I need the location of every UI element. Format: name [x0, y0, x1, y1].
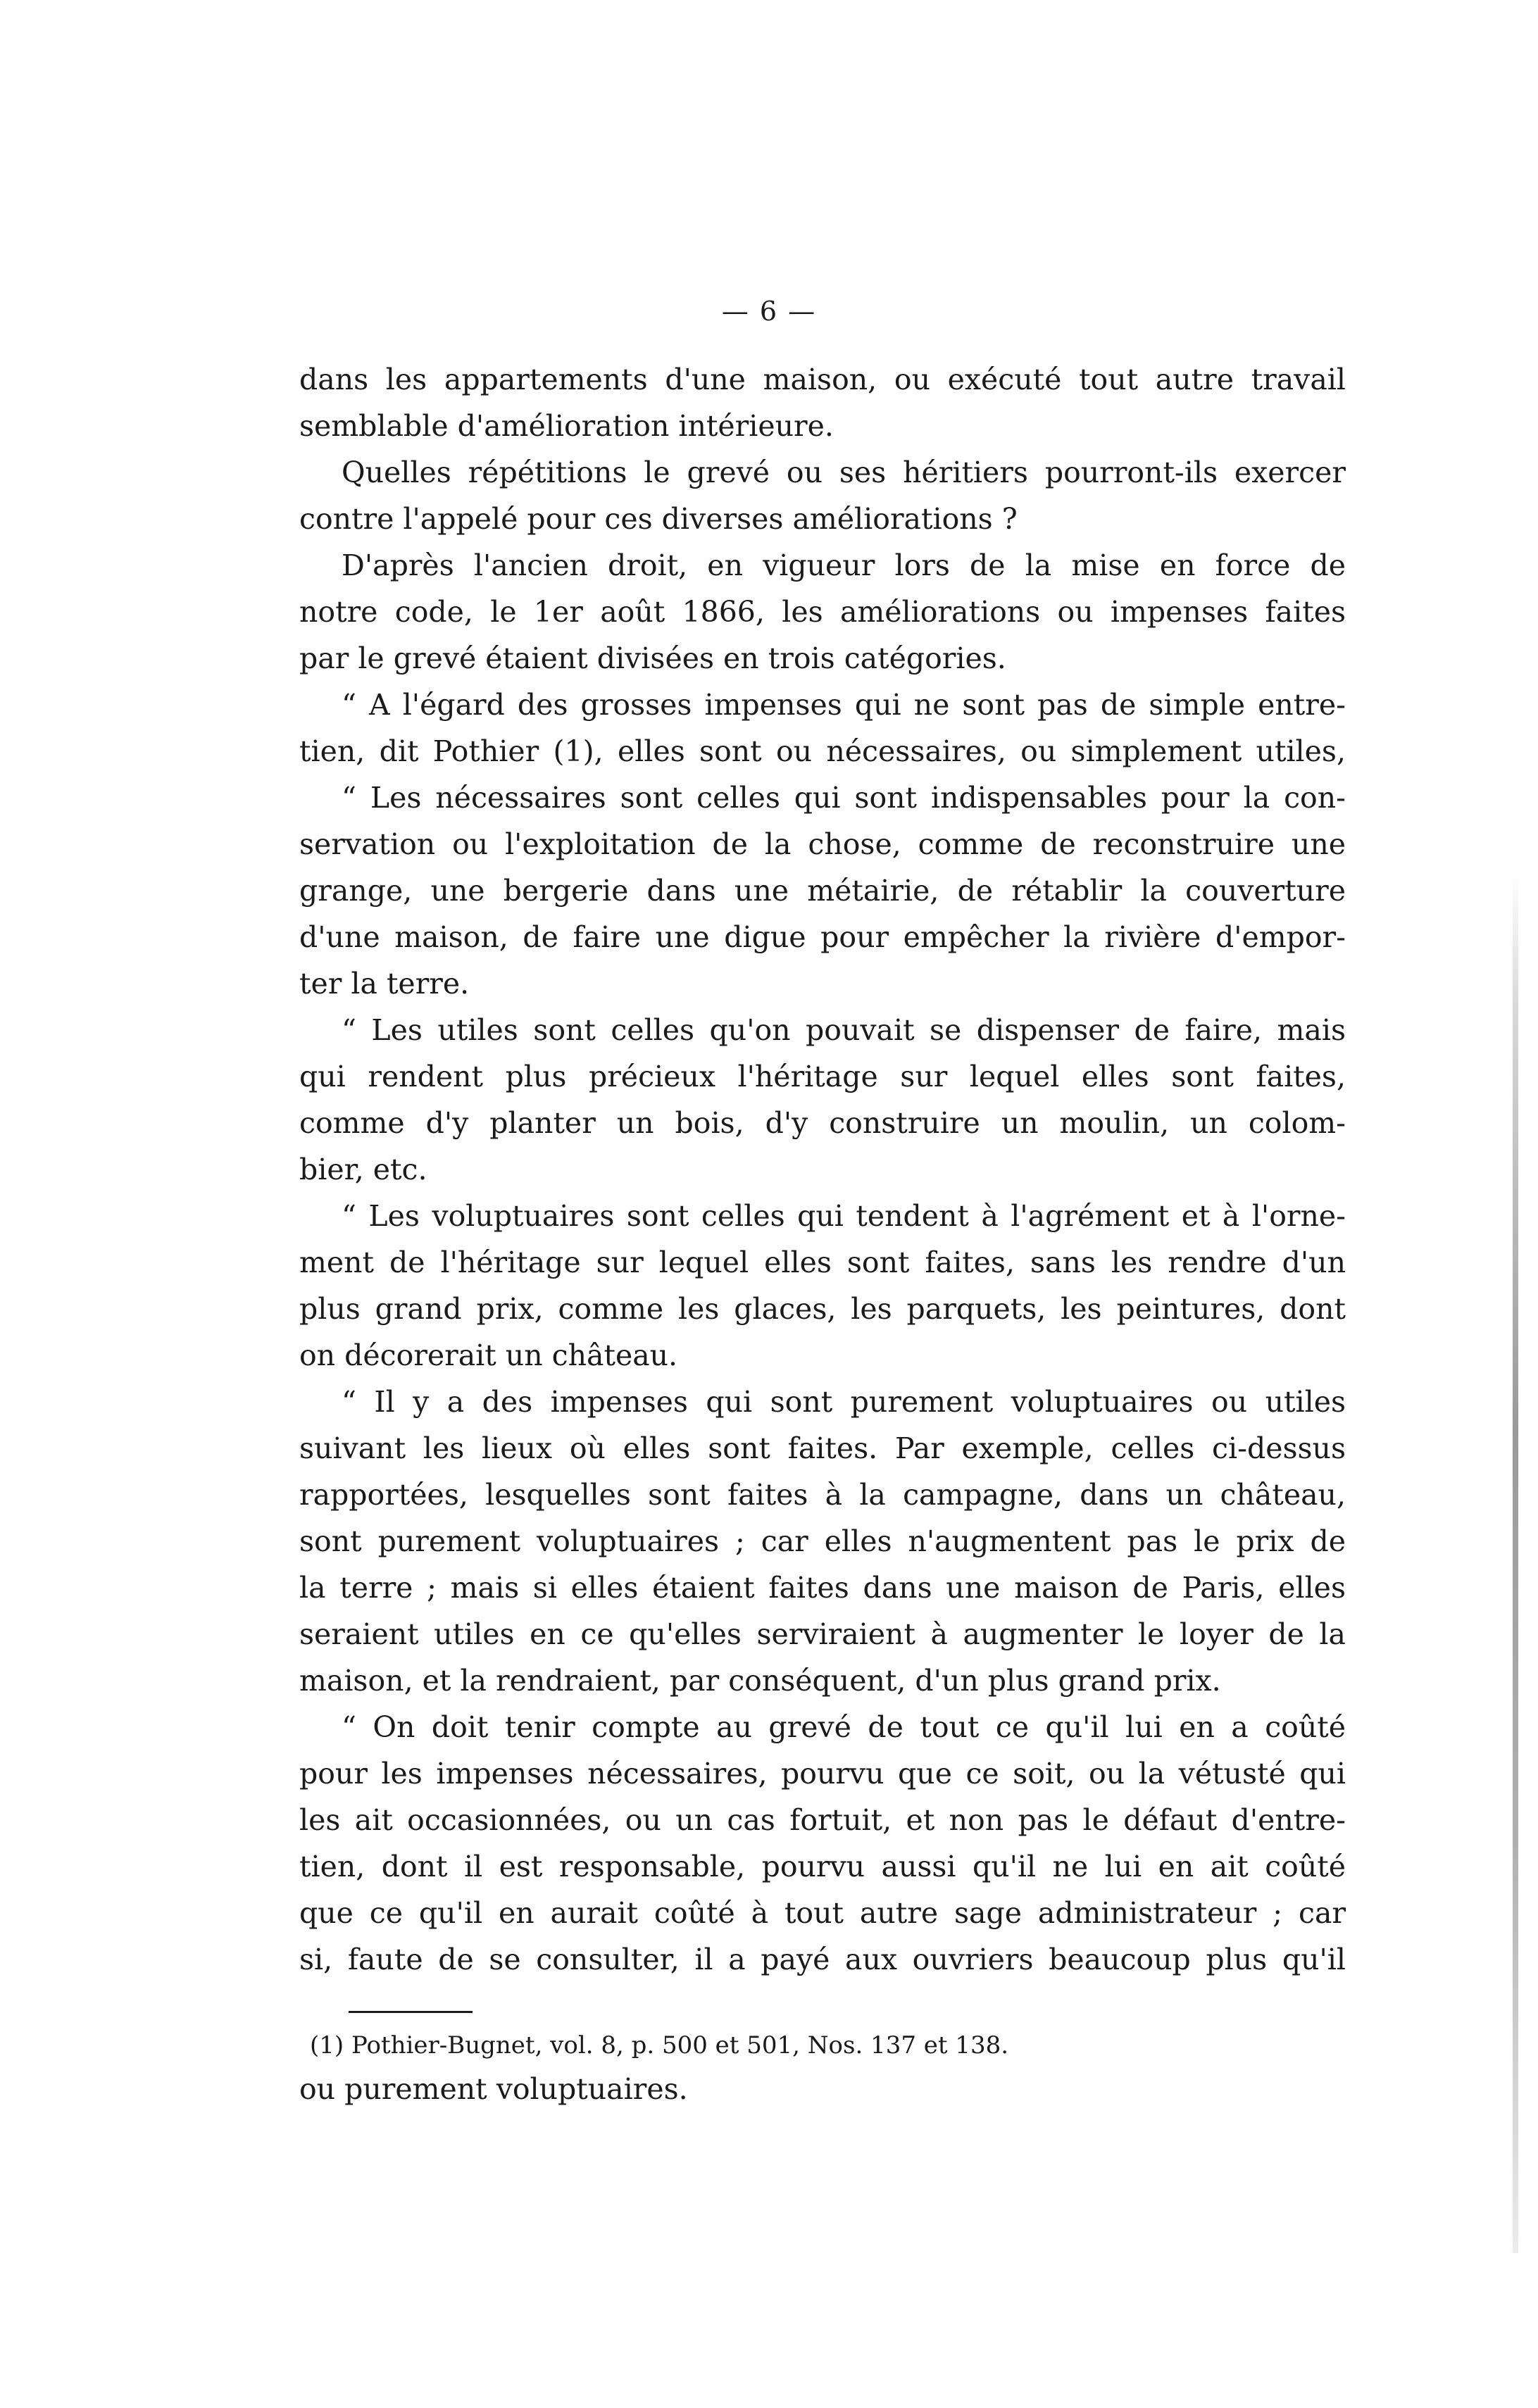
text-line: “ Les voluptuaires sont celles qui tendent à l'agrément et à l'orne-: [342, 1199, 1346, 1233]
text-line: que ce qu'il en aurait coûté à tout autre sage administrateur ; car: [299, 1896, 1346, 1930]
text-line: si, faute de se consulter, il a payé aux ouvriers beaucoup plus qu'il: [299, 1943, 1346, 1976]
text-line: Quelles répétitions le grevé ou ses héritiers pourront-ils exercer: [342, 456, 1346, 489]
text-line: par le grevé étaient divisées en trois catégories.: [299, 641, 1006, 675]
text-line: servation ou l'exploitation de la chose, comme de reconstruire une: [299, 827, 1346, 861]
scan-edge-shadow: [1513, 873, 1518, 2253]
body-text: [299, 356, 1346, 1983]
text-line: tien, dit Pothier (1), elles sont ou nécessaires, ou simplement utiles,: [299, 734, 1346, 768]
text-line: “ On doit tenir compte au grevé de tout ce qu'il lui en a coûté: [342, 1710, 1346, 1744]
text-line: d'une maison, de faire une digue pour empêcher la rivière d'empor-: [299, 920, 1346, 954]
text-line: grange, une bergerie dans une métairie, de rétablir la couverture: [299, 874, 1346, 908]
text-line: ter la terre.: [299, 967, 470, 1001]
text-line: “ Les nécessaires sont celles qui sont indispensables pour la con-: [342, 781, 1346, 815]
text-line: la terre ; mais si elles étaient faites dans une maison de Paris, elles: [299, 1571, 1346, 1605]
text-line: plus grand prix, comme les glaces, les parquets, les peintures, dont: [299, 1292, 1346, 1326]
text-line: pour les impenses nécessaires, pourvu que ce soit, ou la vétusté qui: [299, 1757, 1346, 1791]
text-line: semblable d'amélioration intérieure.: [299, 409, 834, 443]
text-line: D'après l'ancien droit, en vigueur lors de la mise en force de: [342, 548, 1346, 582]
text-line: “ Il y a des impenses qui sont purement voluptuaires ou utiles: [342, 1385, 1346, 1419]
text-line: on décorerait un château.: [299, 1338, 678, 1372]
text-line: rapportées, lesquelles sont faites à la campagne, dans un château,: [299, 1478, 1346, 1512]
text-line: “ Les utiles sont celles qu'on pouvait se dispenser de faire, mais: [342, 1013, 1346, 1047]
text-line: contre l'appelé pour ces diverses améliorations ?: [299, 502, 1018, 536]
footnote-divider: [349, 2011, 473, 2013]
text-line: seraient utiles en ce qu'elles serviraient à augmenter le loyer de la: [299, 1617, 1346, 1651]
text-line: “ A l'égard des grosses impenses qui ne sont pas de simple entre-: [342, 688, 1346, 722]
text-line: ment de l'héritage sur lequel elles sont faites, sans les rendre d'un: [299, 1246, 1346, 1279]
text-line: bier, etc.: [299, 1153, 427, 1186]
text-line: qui rendent plus précieux l'héritage sur lequel elles sont faites,: [299, 1060, 1346, 1093]
text-line: tien, dont il est responsable, pourvu aussi qu'il ne lui en ait coûté: [299, 1850, 1346, 1883]
footnote: (1) Pothier-Bugnet, vol. 8, p. 500 et 501, Nos. 137 et 138.: [310, 2031, 1009, 2059]
text-line: sont purement voluptuaires ; car elles n'augmentent pas le prix de: [299, 1524, 1346, 1558]
text-line: dans les appartements d'une maison, ou exécuté tout autre travail: [299, 363, 1346, 396]
footnote-continuation: ou purement voluptuaires.: [299, 2072, 688, 2106]
text-line: les ait occasionnées, ou un cas fortuit, et non pas le défaut d'entre-: [299, 1803, 1346, 1837]
text-line: suivant les lieux où elles sont faites. Par exemple, celles ci-dessus: [299, 1431, 1346, 1465]
text-line: comme d'y planter un bois, d'y construire un moulin, un colom-: [299, 1106, 1346, 1140]
text-line: notre code, le 1er août 1866, les améliorations ou impenses faites: [299, 595, 1346, 629]
page-number: — 6 —: [721, 296, 817, 327]
text-line: maison, et la rendraient, par conséquent, d'un plus grand prix.: [299, 1664, 1221, 1698]
